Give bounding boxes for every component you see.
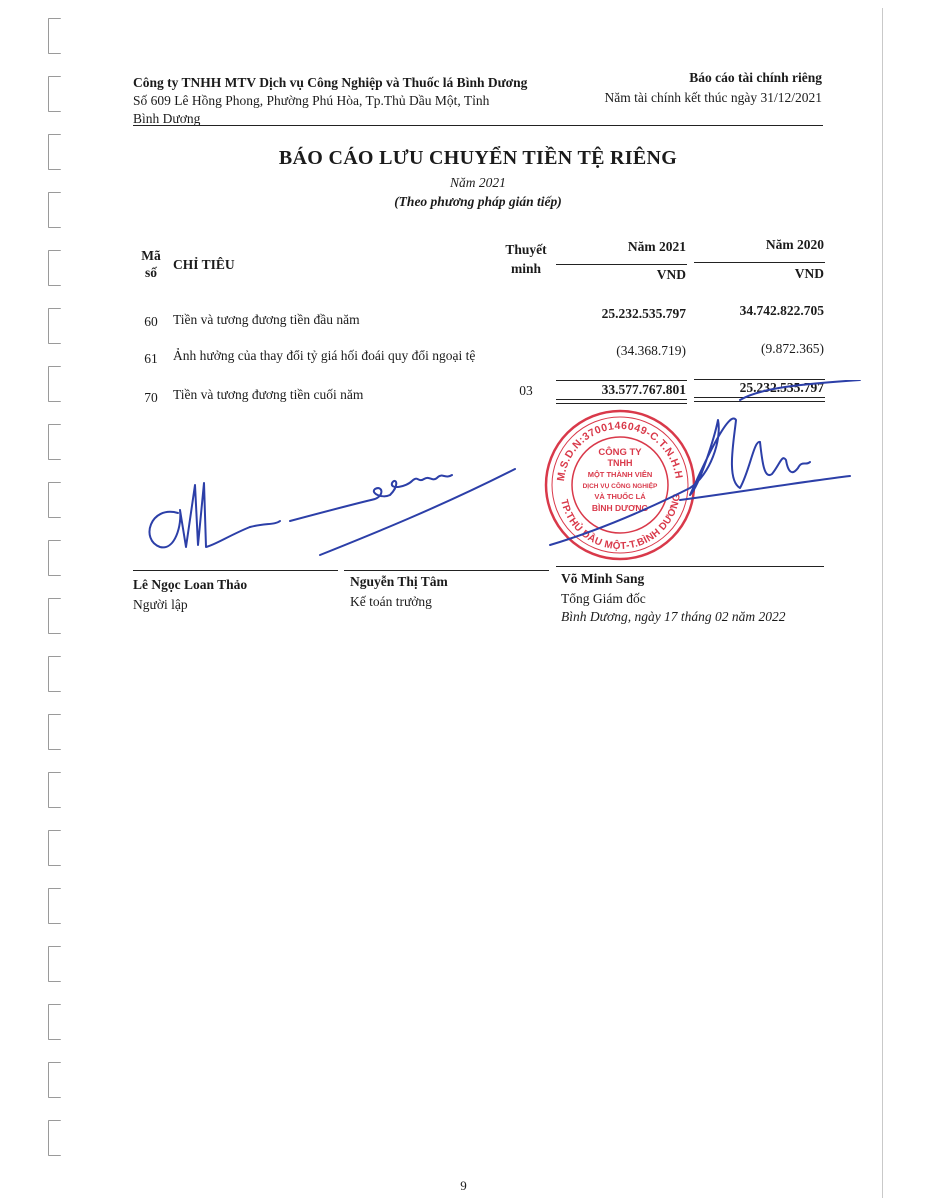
row-code: 60 xyxy=(144,314,158,329)
row-label: Tiền và tương đương tiền cuối năm xyxy=(173,387,364,402)
signature-rule xyxy=(133,570,338,571)
binding-hole xyxy=(48,714,61,750)
chief-accountant-role: Kế toán trưởng xyxy=(350,594,432,609)
binding-hole xyxy=(48,888,61,924)
header-item: CHỈ TIÊU xyxy=(173,257,235,272)
page-edge xyxy=(882,8,883,1198)
company-header xyxy=(133,74,573,128)
binding-hole xyxy=(48,946,61,982)
binding-hole xyxy=(48,830,61,866)
binding-hole xyxy=(48,1062,61,1098)
binding-hole xyxy=(48,598,61,634)
binding-hole xyxy=(48,192,61,228)
row-code: 70 xyxy=(144,390,158,405)
stamp-ring-bottom: TP.THỦ DẦU MỘT-T.BÌNH DƯƠNG xyxy=(558,492,683,553)
header-currency-previous: VND xyxy=(794,266,824,281)
stamp-line: BÌNH DƯƠNG xyxy=(591,503,649,513)
header-year-previous: Năm 2020 xyxy=(765,237,824,252)
binding-hole xyxy=(48,134,61,170)
director-role: Tổng Giám đốc xyxy=(561,591,646,606)
stamp-line: DỊCH VỤ CÔNG NGHIỆP xyxy=(582,483,658,490)
header-divider xyxy=(133,125,823,126)
report-title: BÁO CÁO LƯU CHUYỂN TIỀN TỆ RIÊNG xyxy=(278,147,678,169)
signatory-director xyxy=(561,571,786,625)
preparer-name: Lê Ngọc Loan Thảo xyxy=(133,577,248,592)
stamp-ring-text: M.S.D.N:3700146049-C.T.N.H.H xyxy=(555,419,685,482)
page-number: 9 xyxy=(460,1178,467,1193)
chief-accountant-name: Nguyễn Thị Tâm xyxy=(350,574,448,589)
row-note: 03 xyxy=(519,383,533,398)
row-label: Ảnh hưởng của thay đổi tỷ giá hối đoái quy đổi ngoại tệ xyxy=(173,348,476,363)
signature-preparer-and-accountant xyxy=(120,455,540,565)
signatory-chief-accountant xyxy=(350,574,448,610)
director-name: Võ Minh Sang xyxy=(561,571,645,586)
binding-hole xyxy=(48,250,61,286)
row-value-current: (34.368.719) xyxy=(616,343,686,358)
binding-hole xyxy=(48,18,61,54)
signature-rule xyxy=(556,566,824,567)
header-currency-current: VND xyxy=(656,267,686,282)
header-rule-previous xyxy=(694,262,825,263)
stamp-line: CÔNG TY xyxy=(598,447,642,458)
binding-hole xyxy=(48,424,61,460)
header-code: Mã số xyxy=(141,248,161,280)
header-year-current: Năm 2021 xyxy=(627,239,686,254)
row-value-current: 25.232.535.797 xyxy=(601,306,686,321)
report-info xyxy=(522,68,822,108)
signing-date: Bình Dương, ngày 17 tháng 02 năm 2022 xyxy=(561,609,786,624)
report-year: Năm 2021 xyxy=(450,175,506,190)
header-note: Thuyết minh xyxy=(505,242,547,276)
binding-hole xyxy=(48,656,61,692)
row-value-previous: 34.742.822.705 xyxy=(739,303,824,318)
row-label: Tiền và tương đương tiền đầu năm xyxy=(173,312,360,327)
fiscal-year: Năm tài chính kết thúc ngày 31/12/2021 xyxy=(604,90,822,105)
binding-hole xyxy=(48,308,61,344)
binding-hole xyxy=(48,540,61,576)
stamp-line: MỘT THÀNH VIÊN xyxy=(587,470,653,479)
binding-hole xyxy=(48,366,61,402)
header-rule-current xyxy=(556,264,687,265)
company-name: Công ty TNHH MTV Dịch vụ Công Nghiệp và Thuốc lá Bình Dương xyxy=(133,75,528,90)
signature-rule xyxy=(344,570,549,571)
row-value-current: 33.577.767.801 xyxy=(601,382,686,397)
signatory-preparer xyxy=(133,577,247,613)
report-method: (Theo phương pháp gián tiếp) xyxy=(394,194,562,209)
binding-hole xyxy=(48,1004,61,1040)
stamp-line: TNHH xyxy=(607,458,633,468)
binding-hole xyxy=(48,482,61,518)
stamp-line: VÀ THUỐC LÁ xyxy=(594,492,646,501)
company-address: Số 609 Lê Hồng Phong, Phường Phú Hòa, Tp.Thủ Dầu Một, Tỉnh Bình Dương xyxy=(133,93,490,126)
binding-hole xyxy=(48,76,61,112)
signature-director xyxy=(540,380,870,560)
row-value-previous: 25.232.535.797 xyxy=(739,380,824,395)
binding-hole xyxy=(48,1120,61,1156)
row-value-previous: (9.872.365) xyxy=(761,341,824,356)
binding-hole xyxy=(48,772,61,808)
preparer-role: Người lập xyxy=(133,597,188,612)
row-code: 61 xyxy=(144,351,158,366)
report-type: Báo cáo tài chính riêng xyxy=(689,70,822,85)
